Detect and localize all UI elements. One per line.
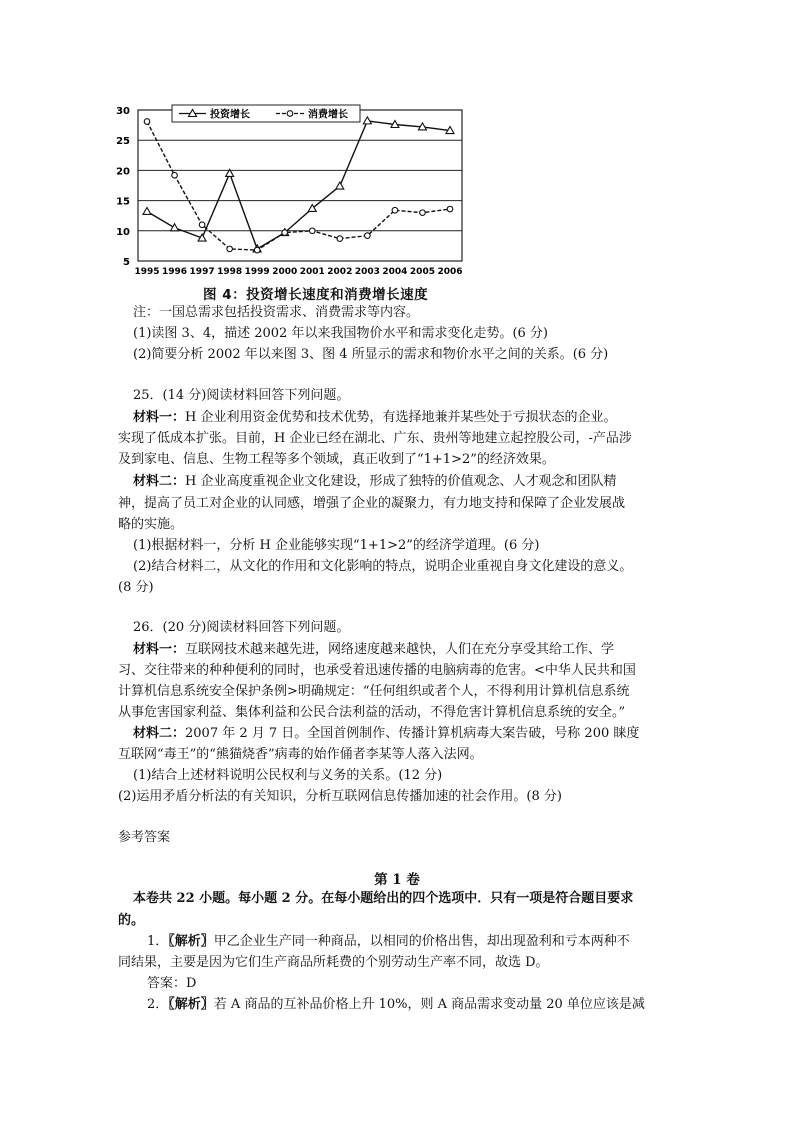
- chart-series: [143, 117, 454, 253]
- question-26-2: (2)运用矛盾分析法的有关知识，分析互联网信息传播加速的社会作用。(8 分): [118, 789, 562, 804]
- data-point-circle: [282, 230, 288, 236]
- x-tick-label: 2000: [272, 267, 298, 277]
- legend-label-consumption: 消费增长: [308, 109, 348, 121]
- data-point-circle: [447, 206, 453, 212]
- material-26-2-line-a: 材料二：2007 年 2 月 7 日。全国首例制作、传播计算机病毒大案告破，号称 200 睐度: [133, 726, 640, 741]
- x-tick-label: 2002: [327, 267, 353, 277]
- data-point-triangle: [143, 207, 151, 214]
- data-point-circle: [392, 207, 398, 213]
- volume-1-title: 第 1 卷: [374, 872, 420, 888]
- circle-marker-icon: [287, 111, 293, 117]
- y-tick-label: 25: [116, 136, 130, 148]
- answer-2-line-a: 2．〖解析〗若 A 商品的互补品价格上升 10%，则 A 商品需求变动量 20 单位应该是减: [147, 997, 645, 1012]
- question-24-2: (2)简要分析 2002 年以来图 3、图 4 所显示的需求和物价水平之间的关系。(6 分): [133, 347, 609, 362]
- data-point-circle: [172, 172, 178, 178]
- data-point-circle: [337, 236, 343, 242]
- material-26-2-line-b: 互联网“毒王”的“熊猫烧香”病毒的始作俑者李某等人落入法网。: [118, 747, 483, 762]
- answer-1-result: 答案：D: [147, 976, 197, 991]
- answer-1-line-a: 1．〖解析〗甲乙企业生产同一种商品，以相同的价格出售，却出现盈利和亏本两种不: [147, 934, 630, 949]
- question-25-1: (1)根据材料一，分析 H 企业能够实现“1+1>2”的经济学道理。(6 分): [133, 538, 540, 553]
- material-25-1-line-b: 实现了低成本扩张。目前，H 企业已经在湖北、广东、贵州等地建立起控股公司，-产品涉: [118, 431, 632, 446]
- line-chart: [110, 100, 480, 282]
- y-axis-ticks: [116, 106, 130, 268]
- y-tick-label: 15: [116, 196, 130, 208]
- data-point-triangle: [171, 224, 179, 231]
- x-tick-label: 2004: [382, 267, 408, 277]
- chart-caption: 图 4：投资增长速度和消费增长速度: [203, 287, 429, 303]
- y-tick-label: 10: [116, 226, 130, 238]
- x-tick-label: 1996: [162, 267, 188, 277]
- y-tick-label: 20: [116, 166, 130, 178]
- material-26-1-line-d: 从事危害国家利益、集体利益和公民合法利益的活动，不得危害计算机信息系统的安全。”: [118, 705, 626, 720]
- legend-label-investment: 投资增长: [210, 109, 250, 121]
- chart-grid: [138, 140, 462, 231]
- material-26-1-line-b: 习、交往带来的种种便利的同时，也承受着迅速传播的电脑病毒的危害。<中华人民共和国: [118, 663, 636, 678]
- x-tick-label: 1995: [134, 267, 160, 277]
- note: 注：一国总需求包括投资需求、消费需求等内容。: [133, 305, 420, 320]
- data-point-circle: [227, 246, 233, 252]
- material-25-2-line-b: 神，提高了员工对企业的认同感，增强了企业的凝聚力，有力地支持和保障了企业发展战: [118, 496, 626, 511]
- question-26-title: 26．(20 分)阅读材料回答下列问题。: [133, 620, 350, 635]
- data-point-triangle: [336, 182, 344, 189]
- material-25-2-line-a: 材料二：H 企业高度重视企业文化建设，形成了独特的价值观念、人才观念和团队精: [133, 474, 617, 489]
- volume-1-intro-b: 的。: [118, 913, 145, 928]
- x-axis-ticks: [134, 267, 462, 277]
- question-24-1: (1)读图 3、4，描述 2002 年以来我国物价水平和需求变化走势。(6 分): [133, 326, 548, 341]
- question-25-2-cont: (8 分): [118, 580, 154, 595]
- data-point-circle: [420, 210, 426, 216]
- material-26-1-line-c: 计算机信息系统安全保护条例>明确规定：“任何组织或者个人，不得利用计算机信息系统: [118, 684, 630, 699]
- data-point-circle: [199, 222, 205, 228]
- x-tick-label: 2003: [354, 267, 380, 277]
- answers-title: 参考答案: [118, 830, 171, 845]
- x-tick-label: 2006: [437, 267, 463, 277]
- legend: [172, 105, 360, 122]
- material-25-1-line-c: 及到家电、信息、生物工程等多个领域，真正收到了“1+1>2”的经济效果。: [118, 452, 555, 467]
- data-point-circle: [365, 233, 371, 239]
- data-point-circle: [144, 119, 150, 125]
- x-tick-label: 2001: [299, 267, 325, 277]
- question-25-2: (2)结合材料二，从文化的作用和文化影响的特点，说明企业重视自身文化建设的意义。: [133, 559, 633, 574]
- x-tick-label: 2005: [409, 267, 435, 277]
- x-tick-label: 1998: [217, 267, 243, 277]
- x-tick-label: 1997: [189, 267, 215, 277]
- data-point-circle: [309, 228, 315, 234]
- y-tick-label: 30: [116, 106, 130, 117]
- material-25-2-line-c: 略的实施。: [118, 517, 184, 532]
- material-25-1-line-a: 材料一：H 企业利用资金优势和技术优势，有选择地兼并某些处于亏损状态的企业。: [133, 410, 617, 425]
- x-tick-label: 1999: [244, 267, 270, 277]
- question-26-1: (1)结合上述材料说明公民权利与义务的关系。(12 分): [133, 768, 443, 783]
- question-25-title: 25．(14 分)阅读材料回答下列问题。: [133, 388, 350, 403]
- y-tick-label: 5: [123, 257, 130, 268]
- plot-frame: [138, 110, 462, 261]
- volume-1-intro-a: 本卷共 22 小题。每小题 2 分。在每小题给出的四个选项中．只有一项是符合题目要求: [133, 891, 634, 906]
- material-26-1-line-a: 材料一：互联网技术越来越先进，网络速度越来越快，人们在充分享受其给工作、学: [133, 642, 615, 657]
- data-point-circle: [254, 247, 260, 253]
- data-point-triangle: [363, 117, 371, 124]
- answer-1-line-b: 同结果，主要是因为它们生产商品所耗费的个别劳动生产率不同，故选 D。: [118, 955, 549, 970]
